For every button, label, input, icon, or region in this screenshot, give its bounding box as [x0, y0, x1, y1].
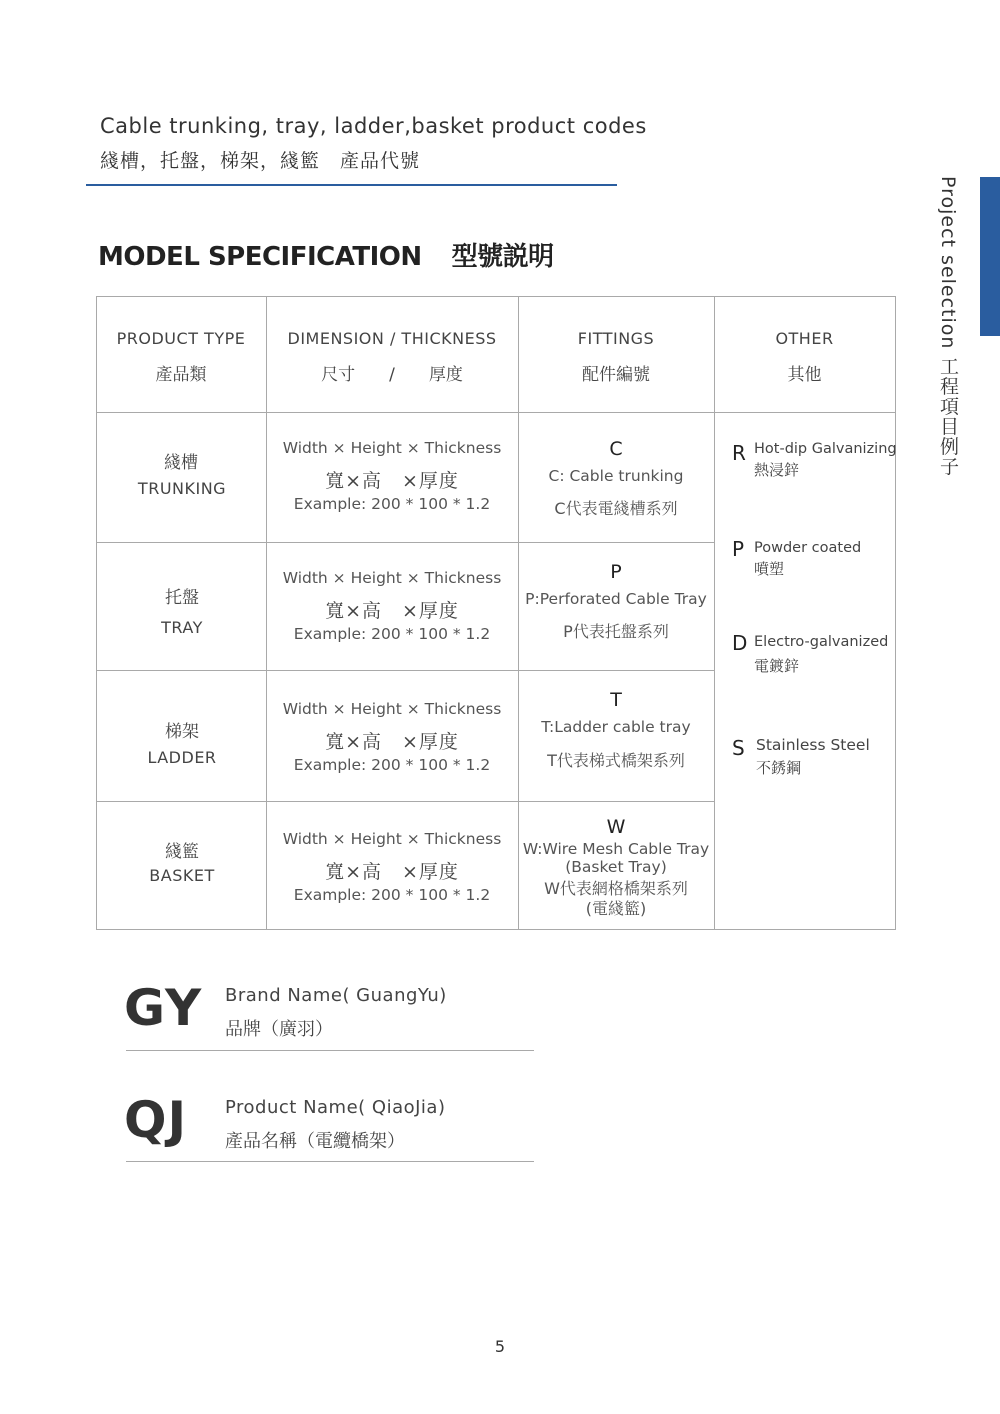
product-name-zh: 產品名稱（電纜橋架） [225, 1131, 405, 1152]
other-code: R [732, 441, 746, 465]
fitting-desc-en: P:Perforated Cable Tray [525, 590, 707, 608]
product-name-en: Product Name( QiaoJia) [225, 1097, 446, 1118]
spec-title-zh: 型號説明 [451, 242, 554, 272]
fitting-desc-zh: W代表網格橋架系列 [544, 879, 688, 898]
dimension-formula-zh: 寬×高 ×厚度 [325, 470, 459, 492]
brand-divider [126, 1050, 534, 1051]
other-code: P [732, 537, 745, 561]
table-border-right [895, 296, 896, 930]
product-type-en: TRUNKING [137, 479, 227, 498]
table-row-divider [96, 670, 714, 671]
dimension-formula-en: Width × Height × Thickness [282, 700, 502, 718]
dimension-formula-en: Width × Height × Thickness [282, 830, 502, 848]
fitting-desc-zh: T代表梯式橋架系列 [547, 751, 685, 770]
other-desc-zh: 熱浸鋅 [754, 461, 800, 479]
brand-code: GY [124, 979, 203, 1037]
header-other: OTHER [775, 329, 834, 348]
dimension-example: Example: 200 * 100 * 1.2 [293, 495, 491, 513]
table-row-divider [96, 542, 714, 543]
fitting-desc-en: T:Ladder cable tray [541, 718, 691, 736]
header-product-type-zh: 產品類 [155, 365, 207, 385]
fitting-desc-zh: P代表托盤系列 [563, 622, 669, 641]
other-desc-zh: 不銹鋼 [756, 759, 802, 777]
brand-name-en: Brand Name( GuangYu) [225, 985, 447, 1006]
header-fittings-zh: 配件編號 [582, 365, 650, 385]
table-border-top [96, 296, 896, 297]
fitting-desc-en: C: Cable trunking [548, 467, 684, 485]
table-border-left [96, 296, 97, 930]
product-divider [126, 1161, 534, 1162]
fitting-desc-zh-2: (電綫籃) [585, 899, 647, 918]
dimension-formula-en: Width × Height × Thickness [282, 569, 502, 587]
other-desc-zh: 電鍍鋅 [754, 657, 800, 675]
header-other-zh: 其他 [787, 365, 822, 385]
dimension-example: Example: 200 * 100 * 1.2 [293, 756, 491, 774]
product-code: QJ [124, 1091, 188, 1149]
product-type-zh: 綫槽 [164, 453, 198, 473]
product-type-zh: 托盤 [165, 588, 199, 608]
side-tab-label: Project selection 工程項目例子 [937, 176, 959, 477]
fitting-desc-zh: C代表電綫槽系列 [554, 499, 678, 518]
dimension-formula-en: Width × Height × Thickness [282, 439, 502, 457]
header-divider [86, 184, 617, 186]
dimension-example: Example: 200 * 100 * 1.2 [293, 625, 491, 643]
product-type-zh: 綫籃 [165, 842, 199, 862]
other-desc-en: Hot-dip Galvanizing [754, 441, 897, 457]
spec-title-en: MODEL SPECIFICATION [98, 242, 422, 272]
header-dimension-zh: 尺寸 / 厚度 [321, 365, 463, 385]
table-row-divider [96, 801, 714, 802]
product-type-en: BASKET [149, 866, 215, 885]
fitting-code: C [609, 438, 623, 460]
spec-title [98, 236, 554, 273]
dimension-formula-zh: 寬×高 ×厚度 [325, 861, 459, 883]
table-col-divider [714, 296, 715, 930]
other-desc-en: Electro-galvanized [754, 634, 889, 650]
fitting-code: T [610, 689, 622, 711]
brand-name-zh: 品牌（廣羽） [225, 1019, 333, 1040]
other-code: S [732, 736, 745, 760]
header-title-zh: 綫槽，托盤，梯架，綫籃 產品代號 [100, 150, 421, 172]
fitting-desc-en-2: (Basket Tray) [565, 858, 667, 876]
header-dimension: DIMENSION / THICKNESS [287, 329, 497, 348]
header-title-en: Cable trunking, tray, ladder,basket product codes [100, 114, 647, 138]
other-desc-zh: 噴塑 [754, 560, 785, 578]
table-header-divider [96, 412, 896, 413]
other-code: D [732, 631, 748, 655]
product-type-zh: 梯架 [165, 722, 199, 742]
table-border-bottom [96, 929, 896, 930]
model-spec-table [96, 296, 896, 930]
fitting-desc-en: W:Wire Mesh Cable Tray [522, 840, 710, 858]
header-fittings: FITTINGS [577, 329, 655, 348]
fitting-code: P [610, 561, 622, 583]
page-number: 5 [494, 1337, 506, 1356]
header-product-type: PRODUCT TYPE [116, 329, 246, 348]
product-type-en: TRAY [161, 618, 203, 637]
dimension-example: Example: 200 * 100 * 1.2 [293, 886, 491, 904]
side-tab-marker [980, 177, 1000, 336]
other-desc-en: Powder coated [754, 540, 862, 556]
fitting-code: W [606, 816, 626, 838]
other-desc-en: Stainless Steel [756, 736, 870, 754]
product-type-en: LADDER [147, 748, 217, 767]
dimension-formula-zh: 寬×高 ×厚度 [325, 731, 459, 753]
dimension-formula-zh: 寬×高 ×厚度 [325, 600, 459, 622]
